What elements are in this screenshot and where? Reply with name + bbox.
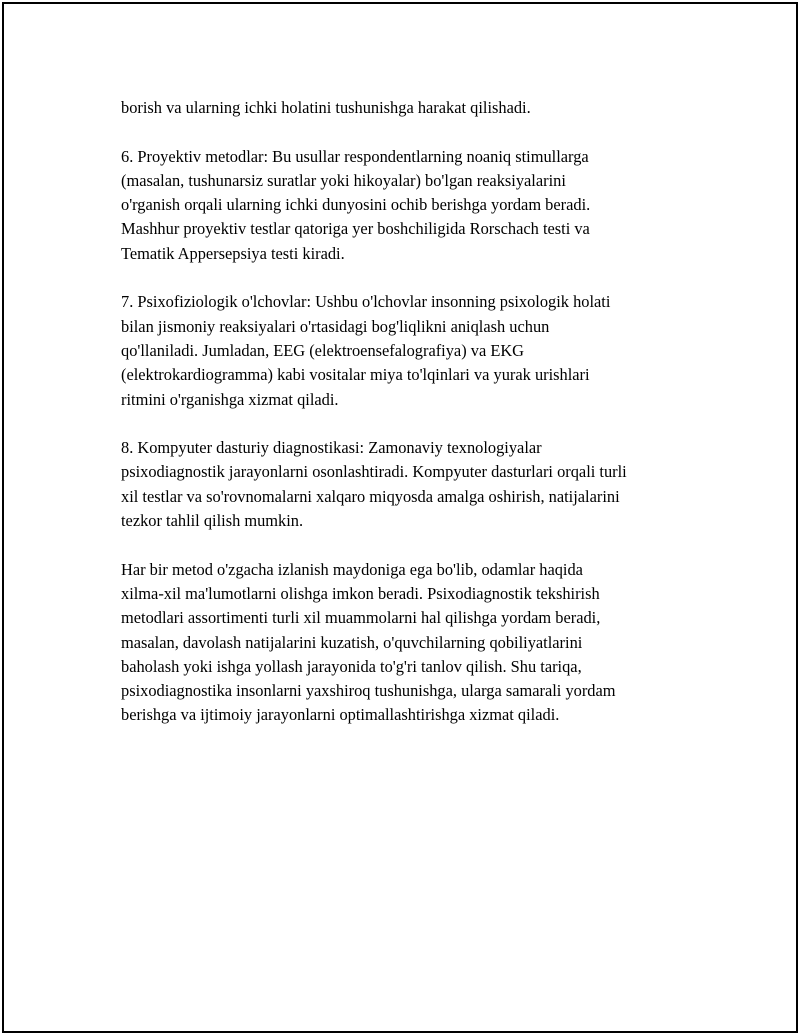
text-line: xilma-xil ma'lumotlarni olishga imkon beradi. Psixodiagnostik tekshirish [121, 583, 600, 603]
text-line: Mashhur proyektiv testlar qatoriga yer boshchiligida Rorschach testi va [121, 219, 590, 239]
text-line: borish va ularning ichki holatini tushunishga harakat qilishadi. [121, 98, 531, 117]
paragraph-projective-methods [121, 145, 701, 266]
text-line: o'rganish orqali ularning ichki dunyosini ochib berishga yordam beradi. [121, 195, 591, 215]
text-line: 7. Psixofiziologik o'lchovlar: Ushbu o'lchovlar insonning psixologik holati [121, 292, 611, 312]
paragraph-computer-diagnostics [121, 436, 701, 533]
text-line: psixodiagnostika insonlarni yaxshiroq tushunishga, ularga samarali yordam [121, 681, 616, 701]
text-line: bilan jismoniy reaksiyalari o'rtasidagi bog'liqlikni aniqlash uchun [121, 316, 550, 336]
text-line: metodlari assortimenti turli xil muammolarni hal qilishga yordam beradi, [121, 608, 601, 628]
text-line: baholash yoki ishga yollash jarayonida to'g'ri tanlov qilish. Shu tariqa, [121, 656, 582, 676]
text-line: Har bir metod o'zgacha izlanish maydoniga ega bo'lib, odamlar haqida [121, 559, 583, 579]
text-line: 8. Kompyuter dasturiy diagnostikasi: Zamonaviy texnologiyalar [121, 438, 542, 458]
text-line: Tematik Appersepsiya testi kiradi. [121, 243, 345, 263]
text-line: berishga va ijtimoiy jarayonlarni optimallashtirishga xizmat qiladi. [121, 705, 560, 725]
text-line: tezkor tahlil qilish mumkin. [121, 511, 304, 531]
paragraph-conclusion [121, 558, 701, 728]
text-line: 6. Proyektiv metodlar: Bu usullar respondentlarning noaniq stimullarga [121, 146, 589, 166]
paragraph-psychophysiological-measures [121, 290, 701, 411]
page-frame [2, 2, 798, 1033]
text-line: psixodiagnostik jarayonlarni osonlashtiradi. Kompyuter dasturlari orqali turli [121, 462, 627, 482]
text-line: masalan, davolash natijalarini kuzatish, o'quvchilarning qobiliyatlarini [121, 632, 583, 652]
paragraph-continuation [121, 96, 701, 120]
text-line: ritmini o'rganishga xizmat qiladi. [121, 389, 339, 409]
text-line: qo'llaniladi. Jumladan, EEG (elektroensefalografiya) va EKG [121, 340, 525, 360]
page-content [121, 96, 701, 752]
text-line: (masalan, tushunarsiz suratlar yoki hikoyalar) bo'lgan reaksiyalarini [121, 170, 566, 190]
text-line: xil testlar va so'rovnomalarni xalqaro miqyosda amalga oshirish, natijalarini [121, 486, 620, 506]
text-line: (elektrokardiogramma) kabi vositalar miya to'lqinlari va yurak urishlari [121, 365, 590, 385]
